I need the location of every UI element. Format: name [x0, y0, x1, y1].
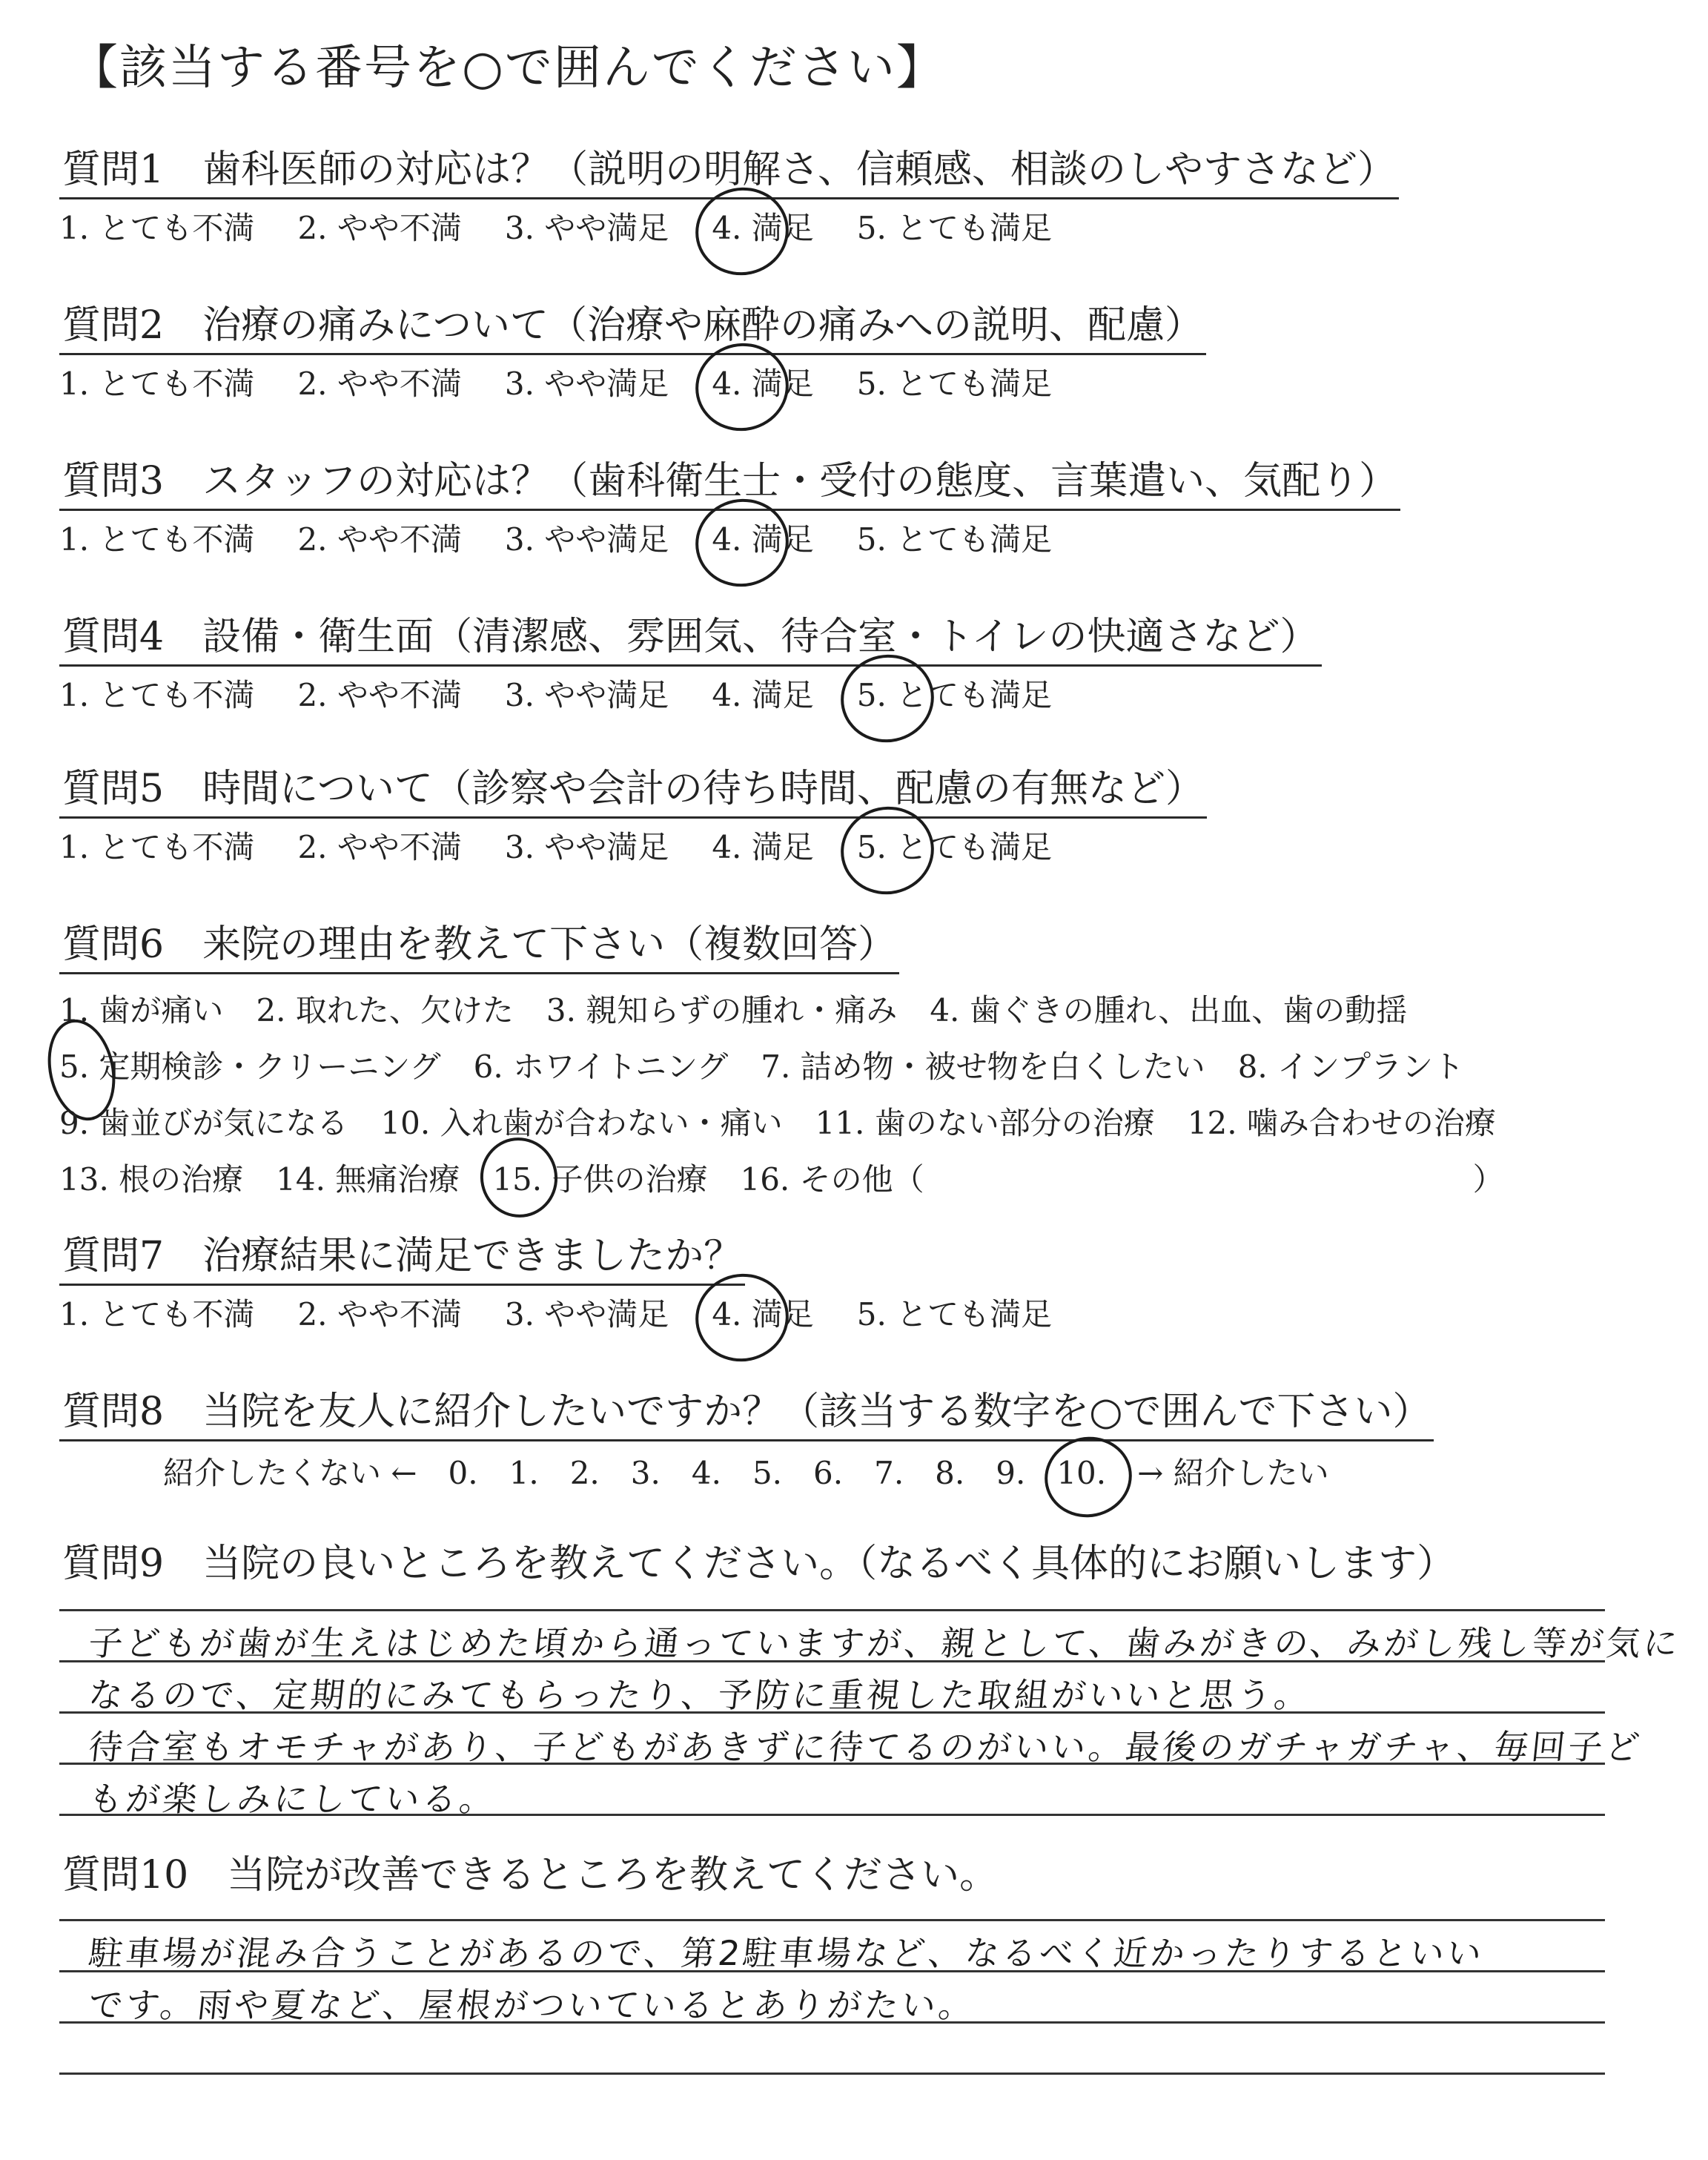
option-4[interactable]: 4. 満足	[712, 520, 813, 561]
question-title: 質問4 設備・衛生面（清潔感、雰囲気、待合室・トイレの快適さなど）	[59, 615, 1322, 667]
option-4[interactable]: 4. 満足	[712, 828, 814, 865]
option-1[interactable]: 1. とても不満	[59, 365, 255, 402]
handwritten-answer-line: もが楽しみにしている。	[86, 1779, 499, 1819]
handwritten-answer-line: 駐車場が混み合うことがあるので、第2駐車場など、なるべく近かったりするといい	[86, 1933, 1486, 1973]
scale-left-label: 紹介したくない ←	[163, 1454, 417, 1491]
scale-number[interactable]: 1.	[509, 1454, 539, 1491]
rating-options	[59, 520, 1675, 561]
reason-option[interactable]: 7. 詰め物・被せ物を白くしたい	[761, 1048, 1205, 1085]
scale-number[interactable]: 8.	[935, 1454, 965, 1491]
scale-number[interactable]: 4.	[691, 1454, 721, 1491]
scale-right-label: → 紹介したい	[1137, 1454, 1329, 1491]
handwritten-answer-line: なるので、定期的にみてもらったり、予防に重視した取組がいいと思う。	[86, 1675, 1314, 1715]
question-title: 質問2 治療の痛みについて（治療や麻酔の痛みへの説明、配慮）	[59, 304, 1206, 355]
option-3[interactable]: 3. やや満足	[504, 365, 669, 402]
reason-row	[59, 1041, 1675, 1093]
question-title: 質問7 治療結果に満足できましたか？	[59, 1235, 745, 1286]
reason-option[interactable]: 10. 入れ歯が合わない・痛い	[380, 1104, 783, 1141]
reason-option[interactable]: 12. 噛み合わせの治療	[1187, 1104, 1496, 1141]
option-2[interactable]: 2. やや不満	[297, 365, 462, 402]
handwritten-answer-line: 待合室もオモチャがあり、子どもがあきずに待てるのがいい。最後のガチャガチャ、毎回子ど	[86, 1727, 1645, 1767]
handwritten-answer-line: です。雨や夏など、屋根がついているとありがたい。	[86, 1985, 978, 2025]
reason-option[interactable]: 2. 取れた、欠けた	[256, 991, 514, 1028]
option-2[interactable]: 2. やや不満	[297, 676, 462, 713]
selected-circle-mark	[1037, 1429, 1139, 1525]
reason-row	[59, 1097, 1675, 1149]
reason-option[interactable]: 15. 子供の治療	[492, 1154, 707, 1206]
question-title: 質問5 時間について（診察や会計の待ち時間、配慮の有無など）	[59, 767, 1207, 819]
rating-options	[59, 364, 1675, 405]
option-2[interactable]: 2. やや不満	[297, 828, 462, 865]
scale-number[interactable]: 3.	[630, 1454, 661, 1491]
question-4	[59, 615, 1675, 716]
answer-rule	[59, 1609, 1605, 1611]
reason-option[interactable]: 6. ホワイトニング	[473, 1048, 729, 1085]
answer-rule	[59, 1919, 1605, 1921]
reason-option[interactable]: 11. 歯のない部分の治療	[815, 1104, 1155, 1141]
reason-option[interactable]: 5. 定期検診・クリーニング	[59, 1041, 441, 1093]
reason-row	[59, 1154, 1675, 1206]
option-5[interactable]: 5. とても満足	[856, 521, 1053, 558]
question-7	[59, 1235, 1675, 1335]
reason-row	[59, 985, 1675, 1037]
option-5[interactable]: 5. とても満足	[856, 209, 1053, 246]
option-3[interactable]: 3. やや満足	[504, 828, 669, 865]
question-1	[59, 148, 1675, 248]
option-2[interactable]: 2. やや不満	[297, 521, 462, 558]
question-9	[59, 1542, 1675, 1591]
scale-number[interactable]: 9.	[996, 1454, 1026, 1491]
question-title: 質問6 来院の理由を教えて下さい（複数回答）	[59, 923, 899, 974]
q10-answer-area[interactable]	[59, 1919, 1605, 2141]
rating-options	[59, 1295, 1675, 1335]
option-5[interactable]: 5. とても満足	[857, 828, 1052, 868]
option-2[interactable]: 2. やや不満	[297, 1295, 462, 1332]
question-10	[59, 1854, 1675, 1903]
option-5[interactable]: 5. とても満足	[856, 365, 1053, 402]
scale-number[interactable]: 0.	[448, 1454, 478, 1491]
reason-option[interactable]: 16. その他（ ）	[740, 1160, 1504, 1198]
handwritten-answer-line: 子どもが歯が生えはじめた頃から通っていますが、親として、歯みがきの、みがし残し等が気に	[86, 1623, 1683, 1663]
question-title: 質問8 当院を友人に紹介したいですか？（該当する数字を○で囲んで下さい）	[59, 1390, 1434, 1441]
scale-number[interactable]: 2.	[569, 1454, 600, 1491]
reason-option[interactable]: 8. インプラント	[1237, 1048, 1465, 1085]
option-1[interactable]: 1. とても不満	[59, 521, 255, 558]
question-title: 質問10 当院が改善できるところを教えてください。	[62, 1853, 999, 1898]
question-8	[59, 1390, 1675, 1493]
scale-number[interactable]: 5.	[752, 1454, 783, 1491]
option-1[interactable]: 1. とても不満	[59, 1295, 255, 1332]
option-3[interactable]: 3. やや満足	[504, 1295, 669, 1332]
option-1[interactable]: 1. とても不満	[59, 676, 255, 713]
question-6	[59, 923, 1675, 1206]
question-title: 質問1 歯科医師の対応は？（説明の明解さ、信頼感、相談のしやすさなど）	[59, 148, 1399, 199]
reason-option[interactable]: 4. 歯ぐきの腫れ、出血、歯の動揺	[930, 991, 1408, 1028]
q9-answer-area[interactable]	[59, 1609, 1683, 1883]
question-2	[59, 304, 1675, 404]
option-4[interactable]: 4. 満足	[712, 364, 813, 405]
reason-option[interactable]: 14. 無痛治療	[276, 1160, 460, 1198]
question-3	[59, 460, 1675, 560]
reason-option[interactable]: 9. 歯並びが気になる	[59, 1104, 348, 1141]
rating-options	[59, 676, 1675, 716]
rating-options	[59, 208, 1675, 249]
option-5[interactable]: 5. とても満足	[857, 676, 1052, 716]
reason-option[interactable]: 1. 歯が痛い	[59, 991, 224, 1028]
page-title: 【該当する番号を○で囲んでください】	[70, 41, 945, 96]
option-4[interactable]: 4. 満足	[712, 208, 813, 249]
option-3[interactable]: 3. やや満足	[504, 209, 669, 246]
option-1[interactable]: 1. とても不満	[59, 209, 255, 246]
reason-option[interactable]: 13. 根の治療	[59, 1160, 244, 1198]
recommend-scale	[163, 1453, 1675, 1494]
option-3[interactable]: 3. やや満足	[504, 521, 669, 558]
rating-options	[59, 828, 1675, 868]
question-title: 質問3 スタッフの対応は？（歯科衛生士・受付の態度、言葉遣い、気配り）	[59, 460, 1400, 511]
option-1[interactable]: 1. とても不満	[59, 828, 255, 865]
scale-number[interactable]: 6.	[813, 1454, 844, 1491]
option-2[interactable]: 2. やや不満	[297, 209, 462, 246]
option-5[interactable]: 5. とても満足	[856, 1295, 1053, 1332]
scale-number[interactable]: 10.	[1056, 1453, 1106, 1494]
answer-rule	[59, 2073, 1605, 2075]
reason-option[interactable]: 3. 親知らずの腫れ・痛み	[546, 991, 898, 1028]
question-5	[59, 767, 1675, 868]
question-title: 質問9 当院の良いところを教えてください。（なるべく具体的にお願いします）	[62, 1542, 1456, 1586]
option-4[interactable]: 4. 満足	[712, 1295, 813, 1335]
option-4[interactable]: 4. 満足	[712, 676, 814, 713]
scale-number[interactable]: 7.	[874, 1454, 904, 1491]
option-3[interactable]: 3. やや満足	[504, 676, 669, 713]
